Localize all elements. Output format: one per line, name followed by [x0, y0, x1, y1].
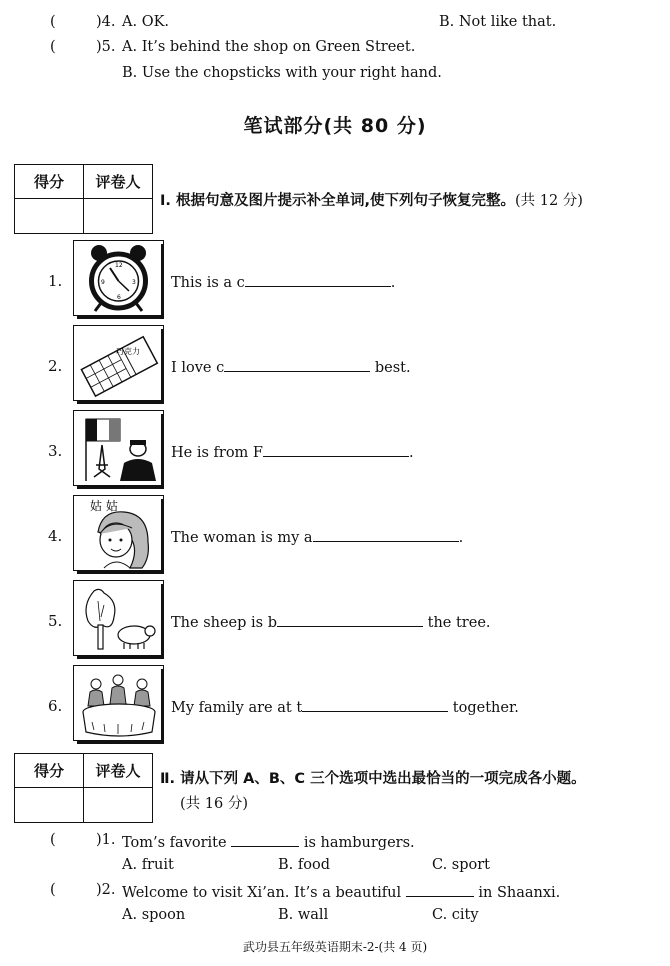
question-stem: Welcome to visit Xi’an. It’s a beautiful in Shaanxi.: [122, 882, 560, 901]
listening-q5-option-b: B. Use the chopsticks with your right hand.: [122, 65, 442, 81]
answer-blank[interactable]: [245, 272, 391, 287]
question-stem: Tom’s favorite is hamburgers.: [122, 832, 415, 851]
grader-cell[interactable]: [84, 788, 153, 823]
svg-text:3: 3: [132, 279, 136, 286]
score-cell[interactable]: [15, 788, 84, 823]
section1-heading: Ⅰ. 根据句意及图片提示补全单词,使下列句子恢复完整。(共 12 分): [160, 193, 583, 209]
aunt-portrait-icon: [74, 496, 163, 570]
listening-q4-number: )4.: [96, 14, 116, 30]
item-sentence: He is from F .: [171, 442, 414, 461]
chocolate-picture: [73, 325, 164, 401]
option-b[interactable]: B. food: [278, 857, 330, 873]
item-number: 1.: [48, 272, 63, 290]
answer-blank[interactable]: [406, 882, 474, 897]
answer-blank[interactable]: [313, 527, 459, 542]
sheep-tree-picture: [73, 580, 164, 656]
grader-label: 评卷人: [84, 165, 153, 199]
score-cell[interactable]: [15, 199, 84, 234]
svg-text:9: 9: [101, 279, 105, 286]
answer-blank[interactable]: [302, 697, 448, 712]
page-footer: 武功县五年级英语期末-2-(共 4 页): [242, 940, 428, 954]
answer-blank[interactable]: [224, 357, 370, 372]
listening-q5-number: )5.: [96, 39, 116, 55]
grader-cell[interactable]: [84, 199, 153, 234]
option-a[interactable]: A. fruit: [122, 857, 174, 873]
option-a[interactable]: A. spoon: [122, 907, 186, 923]
answer-blank[interactable]: [277, 612, 423, 627]
family-at-table-icon: [74, 666, 163, 740]
family-table-picture: [73, 665, 164, 741]
listening-q4-option-a: A. OK.: [122, 14, 170, 30]
listening-q4-option-b: B. Not like that.: [439, 14, 557, 30]
option-c[interactable]: C. sport: [432, 857, 491, 873]
option-c[interactable]: C. city: [432, 907, 479, 923]
item-number: 2.: [48, 357, 63, 375]
answer-paren-open: (: [50, 39, 56, 55]
item-sentence: My family are at t together.: [171, 697, 519, 716]
aunt-picture: [73, 495, 164, 571]
question-number: )1.: [96, 832, 116, 848]
item-sentence: The woman is my a .: [171, 527, 463, 546]
alarm-clock-icon: [74, 241, 163, 315]
answer-blank[interactable]: [263, 442, 409, 457]
option-b[interactable]: B. wall: [278, 907, 329, 923]
score-label: 得分: [15, 754, 84, 788]
answer-paren-open: (: [50, 882, 56, 898]
score-table: [14, 753, 153, 823]
alarm-clock-picture: [73, 240, 164, 316]
item-sentence: The sheep is b the tree.: [171, 612, 491, 631]
svg-text:姑 姑: 姑 姑: [90, 499, 118, 513]
sheep-tree-icon: [74, 581, 163, 655]
grader-label: 评卷人: [84, 754, 153, 788]
section2-heading: Ⅱ. 请从下列 A、B、C 三个选项中选出最恰当的一项完成各小题。: [160, 771, 586, 787]
item-number: 5.: [48, 612, 63, 630]
item-sentence: This is a c .: [171, 272, 395, 291]
answer-blank[interactable]: [231, 832, 299, 847]
answer-paren-open: (: [50, 832, 56, 848]
item-number: 3.: [48, 442, 63, 460]
chocolate-bar-icon: [74, 326, 163, 400]
svg-text:12: 12: [115, 262, 123, 269]
france-flag-icon: [74, 411, 163, 485]
item-number: 4.: [48, 527, 63, 545]
question-number: )2.: [96, 882, 116, 898]
item-number: 6.: [48, 697, 63, 715]
score-label: 得分: [15, 165, 84, 199]
france-picture: [73, 410, 164, 486]
score-table: [14, 164, 153, 234]
written-section-title: 笔试部分(共 80 分): [243, 115, 427, 137]
svg-text:巧克力: 巧克力: [116, 347, 140, 356]
listening-q5-option-a: A. It’s behind the shop on Green Street.: [122, 39, 416, 55]
svg-text:6: 6: [117, 294, 121, 301]
section2-points: (共 16 分): [180, 796, 248, 812]
answer-paren-open: (: [50, 14, 56, 30]
item-sentence: I love c best.: [171, 357, 411, 376]
